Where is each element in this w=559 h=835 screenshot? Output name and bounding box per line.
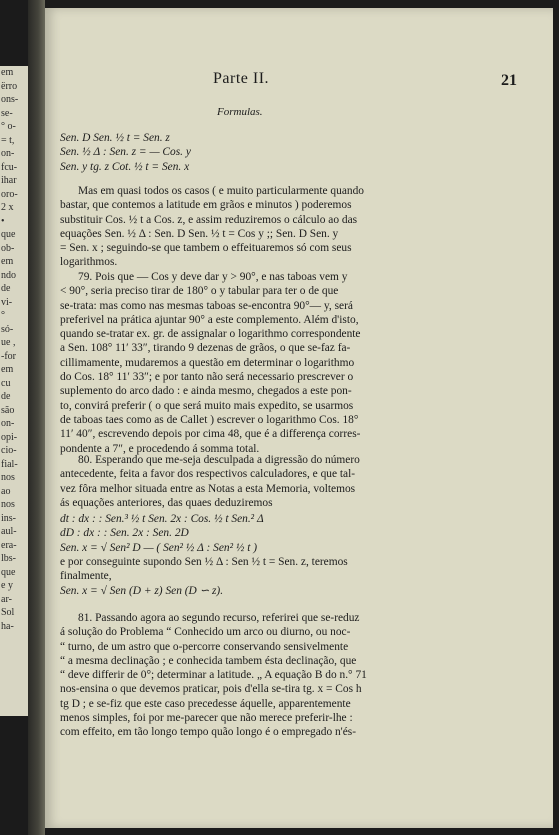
formulas-middle	[60, 512, 523, 555]
text-line: equações Sen. ½ Δ : Sen. D Sen. ½ t = Cos y ;; Sen. D Sen. y	[60, 227, 339, 240]
text-line: 80. Esperando que me-seja desculpada a digressão do número	[78, 454, 360, 466]
text-line: logarithmos.	[60, 256, 118, 269]
text-line: “ turno, de um astro que o-percorre conservando sensivelmente	[60, 640, 349, 653]
verso-fragment: só-	[1, 323, 14, 335]
verso-fragment: cio-	[1, 445, 17, 456]
text-line: á solução do Problema “ Conhecido um arco ou diurno, ou noc-	[60, 626, 351, 639]
formula-line: Sen. ½ Δ : Sen. z = — Cos. y	[60, 146, 191, 159]
text-line: “ deve differir de 0°; determinar a latitude. „ A equação B do n.° 71	[60, 669, 367, 682]
book-page	[45, 8, 553, 828]
verso-fragment: em	[1, 256, 14, 267]
verso-fragment: ue ,	[1, 337, 16, 348]
verso-fragment: de	[1, 391, 11, 402]
text-line: com effeito, em tão longo tempo quão longo é o empregado n'és-	[60, 726, 357, 739]
text-line: tg D ; e se-fiz que este caso precedesse áquelle, apparentemente	[60, 697, 351, 710]
verso-fragment: = t,	[1, 134, 15, 146]
verso-page-edge	[0, 66, 28, 716]
paragraph-intro	[60, 184, 523, 270]
verso-fragment: ins-	[1, 512, 16, 524]
verso-fragment: ihar	[1, 175, 17, 186]
verso-fragment: on-	[1, 418, 15, 429]
verso-fragment: vi-	[1, 296, 13, 308]
text-line: a Sen. 108° 11′ 33″, tirando 9 dezenas de grãos, o que se-faz fa-	[60, 342, 351, 355]
text-line: 11′ 40″, escrevendo depois por cima 48, que é a differença corres-	[60, 428, 361, 441]
running-head: Parte II.	[213, 70, 270, 87]
paragraph-79	[60, 270, 523, 456]
verso-fragment: •	[1, 215, 5, 227]
page-number: 21	[501, 72, 517, 89]
verso-fragment: -for	[1, 350, 16, 362]
formula-line: Sen. y tg. z Cot. ½ t = Sen. x	[60, 160, 190, 173]
text-line: ás equações anteriores, das quaes deduziremos	[60, 496, 273, 509]
text-line: cillimamente, mudaremos a questão em determinar o logarithmo	[60, 356, 355, 369]
text-line: e por conseguinte supondo Sen ½ Δ : Sen ½ t = Sen. z, teremos	[60, 556, 348, 568]
verso-fragment: aul-	[1, 526, 17, 537]
text-line: 79. Pois que — Cos y deve dar y > 90°, e nas taboas vem y	[78, 271, 348, 283]
book-gutter	[28, 0, 45, 835]
verso-fragment: em	[1, 364, 14, 375]
text-line: 81. Passando agora ao segundo recurso, referirei que se-reduz	[78, 612, 360, 624]
text-line: antecedente, feita a favor dos respectivos calculadores, e que tal-	[60, 468, 356, 481]
verso-fragment: em	[1, 67, 14, 78]
verso-fragment: Sol	[1, 607, 15, 618]
text-line: nos-ensina o que devemos praticar, pois d'ella se-tira tg. x = Cos h	[60, 683, 362, 696]
verso-fragment: ° o-	[1, 121, 16, 132]
verso-fragment: ao	[1, 485, 11, 497]
verso-fragment: ar-	[1, 593, 12, 605]
text-line: pondente a 7″, e procedendo á somma total.	[60, 442, 260, 455]
formula-line: dD : dx : : Sen. 2x : Sen. 2D	[60, 527, 189, 540]
verso-fragment: e y	[1, 580, 13, 591]
formula-line: Sen. D Sen. ½ t = Sen. z	[60, 132, 170, 144]
text-line: menos simples, foi por me-parecer que não merece preferir-lhe :	[60, 712, 353, 725]
verso-fragment: ob-	[1, 242, 15, 254]
verso-fragment: ërro	[1, 80, 18, 92]
verso-fragment: de	[1, 283, 11, 294]
section-subtitle: Formulas.	[217, 106, 263, 118]
verso-fragment: ons-	[1, 94, 19, 105]
text-line: to, convirá preferir ( o que será muito mais expedito, se usarmos	[60, 399, 354, 412]
text-line: se-trata: mas como nas mesmas taboas se-encontra 90°— y, será	[60, 299, 353, 312]
text-line: quando se-tratar ex. gr. de assignalar o logarithmo correspondente	[60, 328, 361, 341]
formula-final: Sen. x = √ Sen (D + z) Sen (D ∽ z).	[60, 584, 224, 597]
verso-fragment: se-	[1, 107, 13, 119]
verso-fragment: nos	[1, 472, 15, 483]
formula-line: dt : dx : : Sen.³ ½ t Sen. 2x : Cos. ½ t Sen.² Δ	[60, 513, 264, 525]
verso-fragment: opi-	[1, 431, 18, 443]
paragraph-80	[60, 453, 523, 510]
verso-fragment: oro-	[1, 188, 18, 200]
text-line: Mas em quasi todos os casos ( e muito particularmente quando	[78, 185, 364, 197]
verso-fragment: 2 x	[1, 202, 14, 213]
verso-fragment: lbs-	[1, 553, 16, 564]
text-line: finalmente,	[60, 570, 112, 583]
paragraph-81	[60, 611, 523, 740]
paragraph-conseguinte	[60, 555, 523, 598]
verso-fragment: ha-	[1, 620, 14, 632]
text-line: do Cos. 18° 11′ 33″; e por tanto não será necessario prescrever o	[60, 371, 354, 384]
text-line: suplemento do arco dado : e ainda mesmo, chegados a este pon-	[60, 385, 352, 398]
verso-fragment: que	[1, 566, 16, 578]
formulas-top	[60, 131, 523, 174]
verso-fragment: ndo	[1, 269, 16, 281]
verso-fragment: era-	[1, 539, 17, 551]
text-line: < 90°, seria preciso tirar de 180° o y tabular para ter o de que	[60, 285, 339, 298]
text-line: de taboas taes como as de Callet ) escrever o logarithmo Cos. 18°	[60, 413, 359, 426]
verso-fragment: que	[1, 229, 16, 240]
text-line: bastar, que contemos a latitude em grãos e minutos ) poderemos	[60, 199, 352, 212]
text-line: preferivel na prática ajuntar 90° a este complemento. Além d'isto,	[60, 313, 359, 326]
text-line: substituir Cos. ½ t a Cos. z, e assim reduziremos o cálculo ao das	[60, 213, 358, 226]
verso-fragment: fcu-	[1, 161, 18, 173]
verso-fragment: on-	[1, 148, 15, 159]
text-line: “ a mesma declinação ; e conhecida tambem ésta declinação, que	[60, 654, 357, 667]
verso-fragment: fial-	[1, 458, 18, 470]
verso-fragment: nos	[1, 499, 15, 510]
verso-fragment: cu	[1, 377, 11, 389]
text-line: = Sen. x ; seguindo-se que tambem o effeituaremos só com seus	[60, 242, 352, 255]
text-line: vez fôra melhor situada entre as Notas a esta Memoria, voltemos	[60, 482, 356, 495]
formula-line: Sen. x = √ Sen² D — ( Sen² ½ Δ : Sen² ½ t )	[60, 541, 258, 554]
verso-fragment: °	[1, 310, 5, 321]
verso-fragment: são	[1, 404, 15, 416]
